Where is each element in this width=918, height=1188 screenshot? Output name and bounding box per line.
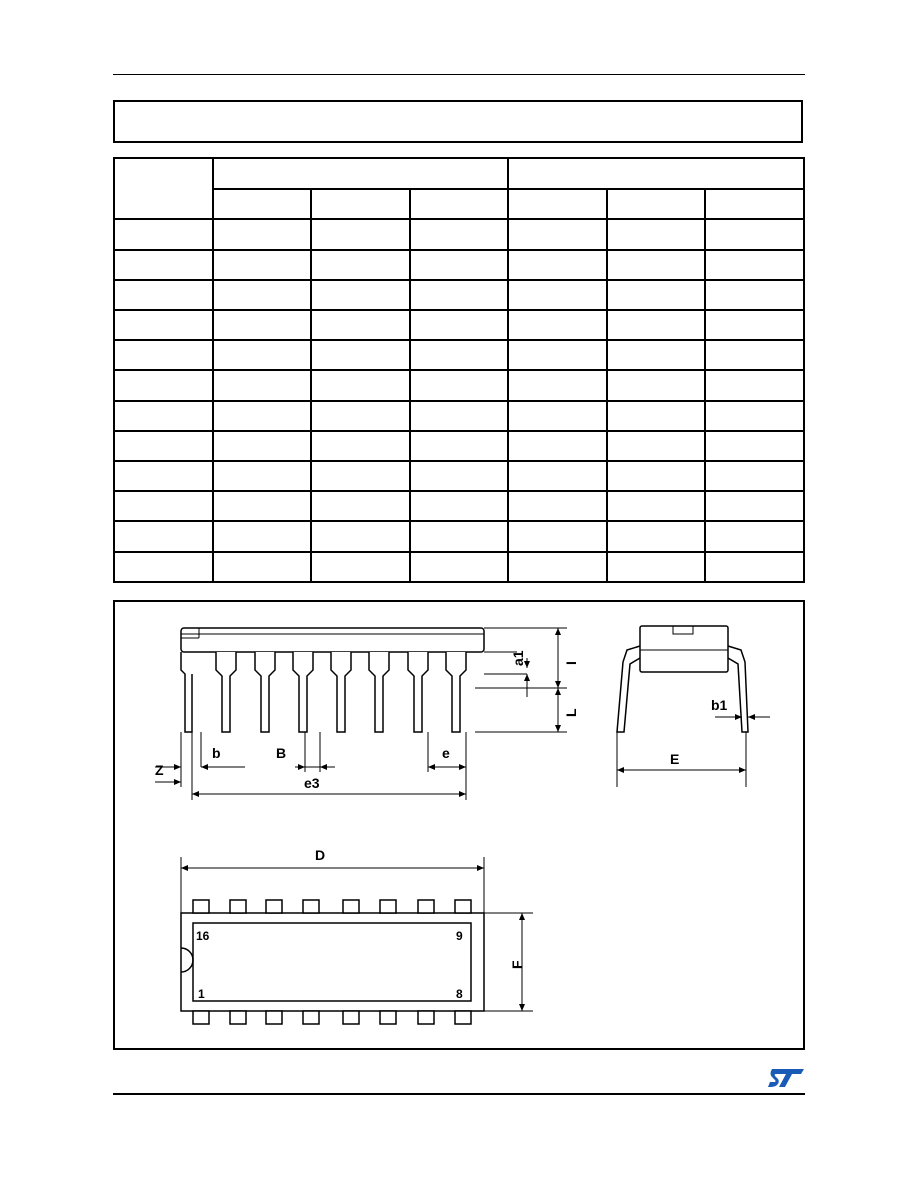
label-e3: e3 xyxy=(304,775,320,791)
side-lead xyxy=(255,652,275,732)
symbol-cell xyxy=(114,280,213,310)
value-cell xyxy=(213,250,311,280)
table-body xyxy=(114,219,804,582)
table-row xyxy=(114,280,804,310)
value-cell xyxy=(213,280,311,310)
top-pin xyxy=(303,900,319,913)
table-row xyxy=(114,340,804,370)
label-B: B xyxy=(276,745,287,761)
value-cell xyxy=(508,491,607,521)
value-cell xyxy=(410,461,508,491)
symbol-cell xyxy=(114,219,213,249)
dimensions-table xyxy=(113,157,805,583)
value-cell xyxy=(607,219,705,249)
value-cell xyxy=(311,340,410,370)
table-title-box xyxy=(113,100,803,143)
subheader-cell xyxy=(508,189,607,219)
value-cell xyxy=(410,280,508,310)
subheader-cell xyxy=(607,189,705,219)
value-cell xyxy=(607,552,705,582)
bottom-pin xyxy=(380,1011,396,1024)
bottom-pin xyxy=(230,1011,246,1024)
value-cell xyxy=(607,370,705,400)
value-cell xyxy=(607,521,705,551)
value-cell xyxy=(410,491,508,521)
value-cell xyxy=(410,552,508,582)
table-row xyxy=(114,521,804,551)
unit-group-inch xyxy=(508,158,804,189)
bottom-pin xyxy=(266,1011,282,1024)
value-cell xyxy=(607,401,705,431)
value-cell xyxy=(213,491,311,521)
value-cell xyxy=(508,219,607,249)
top-view-inner xyxy=(193,923,471,1001)
top-view-pins xyxy=(193,900,471,1024)
value-cell xyxy=(213,431,311,461)
value-cell xyxy=(311,491,410,521)
table-row xyxy=(114,370,804,400)
subheader-cell xyxy=(705,189,804,219)
value-cell xyxy=(410,310,508,340)
pin-label-9: 9 xyxy=(456,929,463,943)
value-cell xyxy=(705,401,804,431)
label-L: L xyxy=(563,708,579,717)
value-cell xyxy=(311,250,410,280)
side-lead xyxy=(331,652,351,732)
symbol-cell xyxy=(114,491,213,521)
value-cell xyxy=(705,310,804,340)
value-cell xyxy=(311,219,410,249)
symbol-cell xyxy=(114,250,213,280)
st-logo-icon xyxy=(766,1067,806,1089)
top-pin xyxy=(455,900,471,913)
table-row xyxy=(114,431,804,461)
value-cell xyxy=(311,370,410,400)
pin-label-1: 1 xyxy=(198,987,205,1001)
value-cell xyxy=(607,280,705,310)
label-D: D xyxy=(315,847,326,863)
value-cell xyxy=(607,491,705,521)
value-cell xyxy=(311,401,410,431)
symbol-header xyxy=(114,158,213,219)
end-view-body xyxy=(640,626,728,672)
label-Z: Z xyxy=(155,762,164,778)
value-cell xyxy=(213,401,311,431)
symbol-cell xyxy=(114,370,213,400)
value-cell xyxy=(213,310,311,340)
label-e: e xyxy=(442,745,450,761)
unit-group-mm xyxy=(213,158,508,189)
table-row xyxy=(114,461,804,491)
bottom-pin xyxy=(455,1011,471,1024)
side-lead xyxy=(446,652,466,732)
bottom-pin xyxy=(343,1011,359,1024)
symbol-cell xyxy=(114,340,213,370)
side-view-leads xyxy=(216,652,466,732)
value-cell xyxy=(607,461,705,491)
value-cell xyxy=(410,431,508,461)
top-pin xyxy=(193,900,209,913)
value-cell xyxy=(705,552,804,582)
symbol-cell xyxy=(114,431,213,461)
header-rule xyxy=(113,74,805,75)
value-cell xyxy=(607,310,705,340)
value-cell xyxy=(410,250,508,280)
table-row xyxy=(114,219,804,249)
value-cell xyxy=(410,340,508,370)
footer-rule xyxy=(113,1093,805,1095)
top-pin xyxy=(418,900,434,913)
label-F: F xyxy=(509,960,525,969)
pin-label-16: 16 xyxy=(196,929,210,943)
value-cell xyxy=(213,370,311,400)
value-cell xyxy=(213,219,311,249)
symbol-cell xyxy=(114,552,213,582)
value-cell xyxy=(508,370,607,400)
table-row xyxy=(114,491,804,521)
symbol-cell xyxy=(114,521,213,551)
side-lead xyxy=(408,652,428,732)
bottom-pin xyxy=(193,1011,209,1024)
side-lead xyxy=(293,652,313,732)
value-cell xyxy=(213,461,311,491)
value-cell xyxy=(508,401,607,431)
value-cell xyxy=(508,340,607,370)
subheader-cell xyxy=(410,189,508,219)
symbol-cell xyxy=(114,461,213,491)
side-lead xyxy=(369,652,389,732)
label-I: I xyxy=(563,661,579,665)
pin-label-8: 8 xyxy=(456,987,463,1001)
value-cell xyxy=(705,280,804,310)
value-cell xyxy=(213,521,311,551)
table-row xyxy=(114,401,804,431)
symbol-cell xyxy=(114,401,213,431)
top-view-body xyxy=(181,913,484,1011)
value-cell xyxy=(705,340,804,370)
value-cell xyxy=(705,521,804,551)
value-cell xyxy=(705,461,804,491)
top-pin xyxy=(380,900,396,913)
value-cell xyxy=(213,552,311,582)
label-a1: a1 xyxy=(510,650,526,666)
label-E: E xyxy=(670,751,680,767)
package-drawing xyxy=(113,600,805,1050)
subheader-cell xyxy=(311,189,410,219)
value-cell xyxy=(508,461,607,491)
value-cell xyxy=(410,219,508,249)
table-row xyxy=(114,310,804,340)
table-row xyxy=(114,552,804,582)
value-cell xyxy=(607,340,705,370)
value-cell xyxy=(705,250,804,280)
value-cell xyxy=(705,431,804,461)
value-cell xyxy=(311,310,410,340)
value-cell xyxy=(311,552,410,582)
side-lead xyxy=(216,652,236,732)
value-cell xyxy=(705,219,804,249)
subheader-cell xyxy=(213,189,311,219)
label-b1: b1 xyxy=(711,697,728,713)
value-cell xyxy=(508,552,607,582)
package-outline-svg xyxy=(115,602,807,1052)
table-header-row xyxy=(114,158,804,189)
value-cell xyxy=(410,521,508,551)
value-cell xyxy=(508,521,607,551)
value-cell xyxy=(705,491,804,521)
label-b: b xyxy=(212,745,221,761)
value-cell xyxy=(311,280,410,310)
value-cell xyxy=(311,431,410,461)
value-cell xyxy=(410,401,508,431)
value-cell xyxy=(508,431,607,461)
value-cell xyxy=(311,521,410,551)
table-row xyxy=(114,250,804,280)
value-cell xyxy=(213,340,311,370)
value-cell xyxy=(508,280,607,310)
top-pin xyxy=(266,900,282,913)
value-cell xyxy=(311,461,410,491)
top-pin xyxy=(230,900,246,913)
value-cell xyxy=(705,370,804,400)
side-view-body xyxy=(181,628,484,652)
top-pin xyxy=(343,900,359,913)
bottom-pin xyxy=(303,1011,319,1024)
value-cell xyxy=(607,250,705,280)
bottom-pin xyxy=(418,1011,434,1024)
value-cell xyxy=(508,310,607,340)
table-subheader-row xyxy=(114,189,804,219)
value-cell xyxy=(607,431,705,461)
value-cell xyxy=(508,250,607,280)
symbol-cell xyxy=(114,310,213,340)
value-cell xyxy=(410,370,508,400)
